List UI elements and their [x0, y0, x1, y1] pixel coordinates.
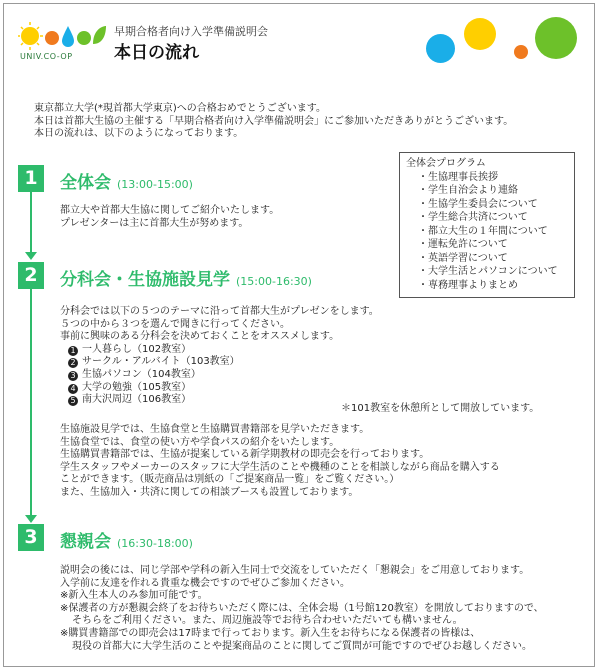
page-subtitle: 早期合格者向け入学準備説明会 [114, 25, 268, 38]
body-line: ※新入生本人のみ参加可能です。 [60, 590, 208, 602]
program-item: ・大学生活とパソコンについて [418, 266, 558, 277]
section-time: (13:00-15:00) [117, 178, 193, 191]
section-title-3 [60, 527, 193, 552]
rest-room-note: ＊101教室を休憩所として開放しています。 [341, 403, 540, 414]
timeline-line [30, 287, 32, 515]
program-item: ・生協学生委員会について [418, 198, 538, 210]
theme-label: サークル・アルバイト（103教室） [82, 356, 240, 368]
intro-line: 本日は首都大生協の主催する「早期合格者向け入学準備説明会」にご参加いただきありがとうございます。 [34, 115, 514, 127]
page-title: 本日の流れ [114, 43, 199, 63]
body-line: プレゼンターは主に首都大生が努めます。 [60, 217, 249, 229]
number-badge: 4 [68, 384, 78, 394]
body-line: ５つの中から３つを選んで聞きに行ってください。 [60, 318, 290, 330]
sun-icon [18, 22, 43, 50]
program-item: ・英語学習について [418, 252, 508, 264]
program-item: ・学生自治会より連絡 [418, 185, 518, 196]
step-number-3: 3 [18, 524, 44, 551]
section-title-text: 分科会・生協施設見学 [60, 270, 230, 290]
program-item: ・生協理事長挨拶 [418, 171, 498, 183]
number-badge: 3 [68, 371, 78, 381]
theme-item [68, 382, 379, 395]
section-title-text: 懇親会 [60, 532, 111, 552]
body-line: ※保護者の方が懇親会終了をお待ちいただく際には、全体会場（1号館120教室）を開放しておりますので、 [60, 602, 544, 614]
intro-line: 本日の流れは、以下のようになっております。 [34, 128, 244, 139]
body-line: 生協施設見学では、生協食堂と生協購買書籍部を見学いただきます。 [60, 424, 370, 435]
number-badge: 2 [68, 358, 78, 368]
program-box-heading: 全体会プログラム [406, 158, 486, 169]
orange-circle-icon [45, 31, 59, 45]
number-badge: 1 [68, 346, 78, 356]
body-line: 説明会の後には、同じ学部や学科の新入生同士で交流をしていただく「懇親会」をご用意しております。 [60, 565, 530, 576]
body-line: 都立大や首都大生協に関してご紹介いたします。 [60, 205, 280, 216]
program-item: ・学生総合共済について [418, 212, 528, 223]
green-circle-icon [77, 31, 91, 45]
section-time: (15:00-16:30) [236, 275, 312, 288]
step-number-1: 1 [18, 165, 44, 192]
orange-dot [514, 45, 528, 59]
timeline-line [30, 192, 32, 252]
section-title-2 [60, 265, 312, 290]
theme-item [68, 356, 379, 369]
theme-label: 大学の勉強（105教室） [82, 381, 192, 393]
blue-dot [426, 34, 455, 63]
theme-label: 一人暮らし（102教室） [82, 343, 192, 355]
program-box [399, 152, 575, 298]
program-item: ・専務理事よりまとめ [418, 279, 518, 291]
logo-text: UNIV.CO-OP [20, 52, 73, 61]
theme-item [68, 369, 379, 382]
step-number-2: 2 [18, 262, 44, 289]
body-line: そちらをご利用ください。また、周辺施設等でお待ち合わせいただいても構いません。 [72, 615, 463, 627]
theme-label: 南大沢周辺（106教室） [82, 394, 192, 406]
intro-line: 東京都立大学(*現首都大学東京)への合格おめでとうございます。 [34, 103, 327, 114]
body-line: 生協購買書籍部では、生協が提案している新学期教材の即売会を行っております。 [60, 449, 430, 461]
body-line: ※購買書籍部での即売会は17時まで行っております。新入生をお待ちになる保護者の皆様は、 [60, 627, 481, 639]
section-time: (16:30-18:00) [117, 537, 193, 550]
leaf-icon [93, 26, 106, 44]
green-dot [535, 17, 577, 59]
body-line: 学生スタッフやメーカーのスタッフに大学生活のことや機種のことを相談しながら商品を購入する [60, 461, 500, 473]
section-2-facility-body [60, 424, 500, 500]
intro-text [34, 103, 513, 141]
yellow-dot [464, 18, 496, 50]
arrow-down-icon [25, 515, 37, 523]
program-item: ・都立大生の１年間について [418, 225, 548, 237]
body-line: ことができます。（販売商品は別紙の「ご提案商品一覧」をご覧ください。） [60, 474, 400, 486]
section-3-body [60, 565, 544, 653]
body-line: 現役の首都大に大学生活のことや提案商品のことに関してご質問が可能ですのでぜひお越しください。 [72, 640, 532, 652]
section-2-body [60, 306, 379, 407]
theme-label: 生協パソコン（104教室） [82, 368, 201, 380]
body-line: また、生協加入・共済に関しての相談ブースも設置しております。 [60, 486, 359, 498]
body-line: 分科会では以下の５つのテーマに沿って首都大生がプレゼンをします。 [60, 306, 379, 317]
section-1-body [60, 205, 279, 230]
theme-list [60, 344, 379, 407]
arrow-down-icon [25, 252, 37, 260]
program-item: ・運転免許について [418, 239, 508, 250]
water-drop-icon [62, 26, 74, 47]
number-badge: 5 [68, 396, 78, 406]
section-title-1 [60, 168, 193, 193]
theme-item [68, 394, 379, 407]
body-line: 生協食堂では、食堂の使い方や学食パスの紹介をいたします。 [60, 436, 340, 448]
body-line: 入学前に友達を作れる貴重な機会ですのでぜひご参加ください。 [60, 577, 350, 589]
theme-item [68, 344, 379, 357]
section-title-text: 全体会 [60, 173, 111, 193]
body-line: 事前に興味のある分科会を決めておくことをオススメします。 [60, 331, 340, 343]
